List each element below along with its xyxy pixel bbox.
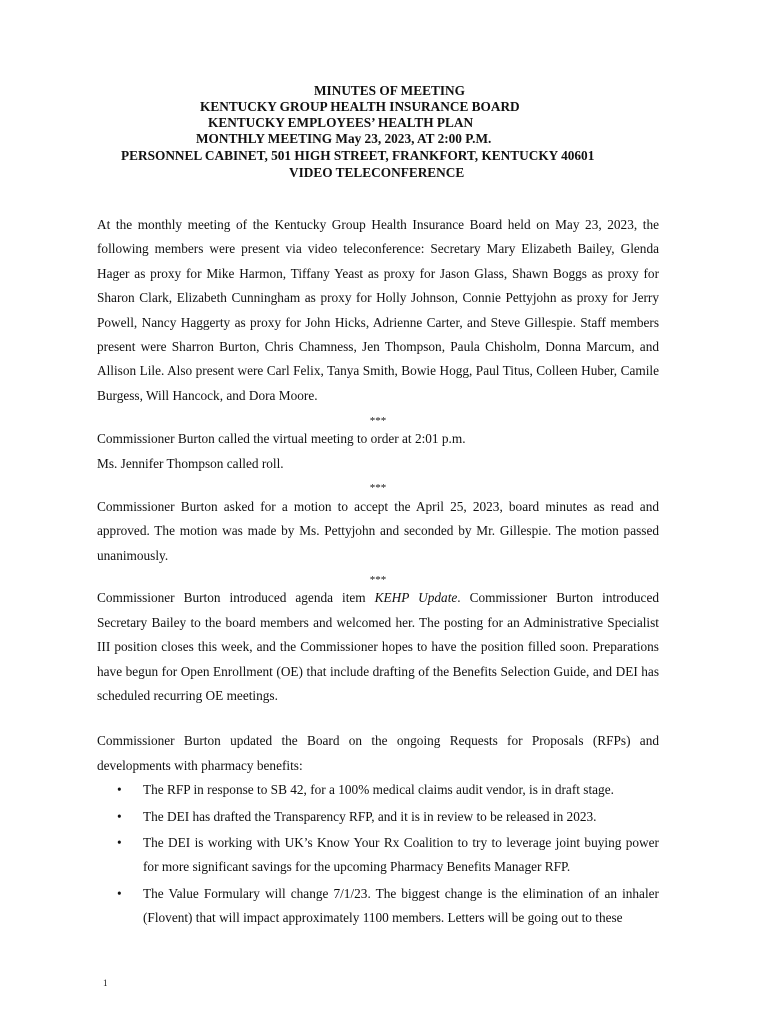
list-item	[97, 805, 659, 829]
minutes-body	[97, 213, 659, 933]
agenda-item-name: KEHP Update	[374, 590, 458, 606]
section-separator: ***	[369, 415, 387, 428]
section-separator: ***	[369, 574, 387, 587]
header-plan: KENTUCKY EMPLOYEES’ HEALTH PLAN	[208, 115, 474, 130]
minutes-motion-paragraph: Commissioner Burton asked for a motion to accept the April 25, 2023, board minutes as read and approved. The motion was made by Ms. Pettyjohn and seconded by Mr. Gillespie. The motion passed unanimously.	[97, 499, 659, 563]
bullet-text: The DEI has drafted the Transparency RFP, and it is in review to be released in 2023.	[143, 808, 597, 824]
list-item	[97, 882, 659, 931]
bullet-icon: •	[117, 808, 122, 824]
bullet-icon: •	[117, 834, 122, 850]
attendance-paragraph: At the monthly meeting of the Kentucky Group Health Insurance Board held on May 23, 2023, the following members were present via video teleconference: Secretary Mary Elizabeth Bailey, Glenda Hager as proxy for Mike Harmon, Tiffany Yeast as proxy for Jason Glass, Shawn Boggs as proxy for Sharon Clark, Elizabeth Cunningham as proxy for Holly Johnson, Connie Pettyjohn as proxy for Jerry Powell, Nancy Haggerty as proxy for John Hicks, Adrienne Carter, and Steve Gillespie. Staff members present were Sharron Burton, Chris Chamness, Jen Thompson, Paula Chisholm, Donna Marcum, and Allison Lile. Also present were Carl Felix, Tanya Smith, Bowie Hogg, Paul Titus, Colleen Huber, Camile Burgess, Will Hancock, and Dora Moore.	[97, 217, 659, 403]
call-to-order: Commissioner Burton called the virtual meeting to order at 2:01 p.m.	[97, 431, 466, 447]
roll-call: Ms. Jennifer Thompson called roll.	[97, 455, 284, 471]
bullet-text: The Value Formulary will change 7/1/23. The biggest change is the elimination of an inhaler (Flovent) that will impact approximately 1100 members. Letters will be going out to these	[143, 885, 659, 926]
bullet-icon: •	[117, 782, 122, 798]
section-separator: ***	[369, 482, 387, 495]
bullet-text: The DEI is working with UK’s Know Your Rx Coalition to try to leverage joint buying power for more significant savings for the upcoming Pharmacy Benefits Manager RFP.	[143, 834, 659, 875]
kehp-rest-text: . Commissioner Burton introduced Secretary Bailey to the board members and welcomed her. The posting for an Administrative Specialist III position closes this week, and the Commissioner hopes to have the position filled soon. Preparations have begun for Open Enrollment (OE) that include drafting of the Benefits Selection Guide, and DEI has scheduled recurring OE meetings.	[97, 590, 659, 703]
header-format: VIDEO TELECONFERENCE	[289, 165, 465, 180]
header-location: PERSONNEL CABINET, 501 HIGH STREET, FRANKFORT, KENTUCKY 40601	[121, 148, 595, 163]
header-date: MONTHLY MEETING May 23, 2023, AT 2:00 P.M.	[196, 131, 492, 146]
header-title: MINUTES OF MEETING	[314, 83, 465, 98]
header-board: KENTUCKY GROUP HEALTH INSURANCE BOARD	[200, 99, 520, 114]
rfp-intro-paragraph: Commissioner Burton updated the Board on the ongoing Requests for Proposals (RFPs) and developments with pharmacy benefits:	[97, 733, 659, 773]
page-number: 1	[103, 978, 108, 988]
kehp-update-paragraph	[97, 586, 659, 708]
list-item	[97, 778, 659, 802]
kehp-intro-text: Commissioner Burton introduced agenda item	[97, 590, 375, 606]
list-item	[97, 831, 659, 880]
bullet-icon: •	[117, 885, 122, 901]
rfp-bullet-list	[97, 778, 659, 930]
bullet-text: The RFP in response to SB 42, for a 100% medical claims audit vendor, is in draft stage.	[143, 782, 614, 798]
